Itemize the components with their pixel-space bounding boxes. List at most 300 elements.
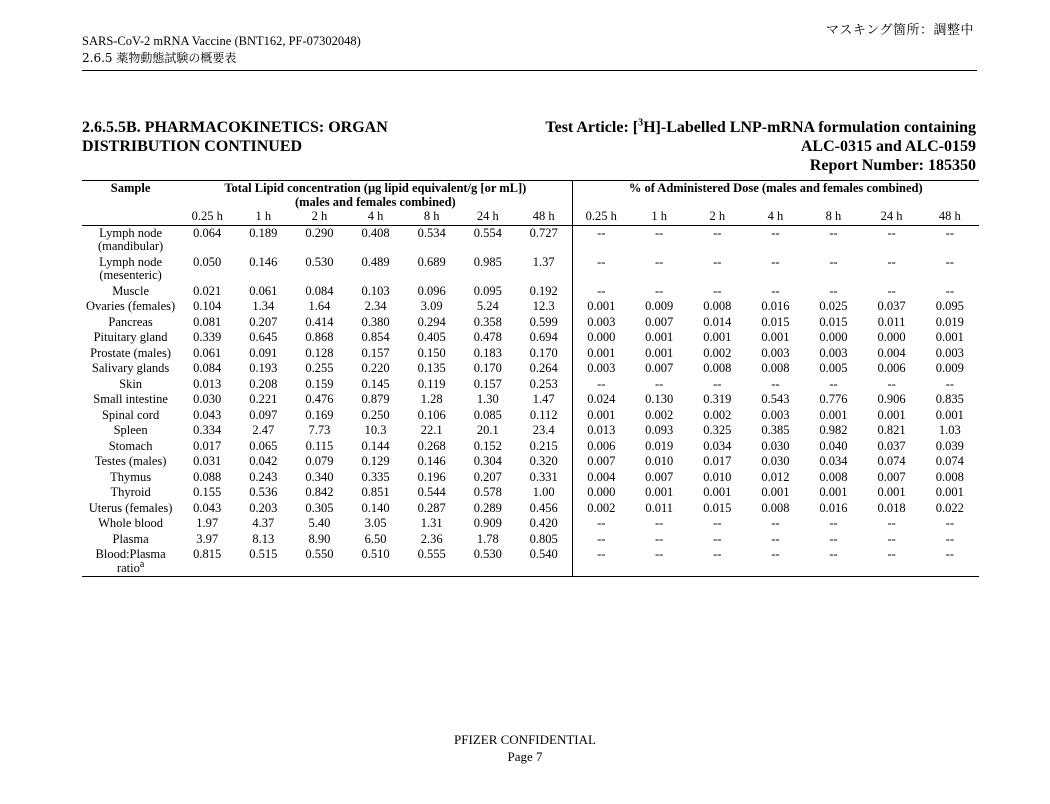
lipid-concentration-cell: 0.084 (305, 283, 334, 298)
lipid-concentration-cell: 0.145 (361, 376, 390, 391)
percent-dose-cell: 0.982 (819, 423, 848, 437)
percent-dose-cell: -- (597, 283, 606, 298)
lipid-concentration-cell: 0.207 (473, 469, 502, 484)
percent-dose-cell: 0.034 (703, 438, 732, 453)
lipid-concentration-cell: 0.530 (305, 254, 334, 269)
lipid-concentration-cell: 8.13 (252, 531, 275, 546)
lipid-concentration-cell: 0.331 (516, 470, 572, 486)
column-group-percent-dose: % of Administered Dose (males and females combined) (572, 181, 979, 211)
percent-dose-cell: 0.001 (587, 407, 616, 422)
percent-dose-cell: 0.835 (935, 392, 964, 406)
percent-dose-cell: 0.003 (587, 361, 616, 375)
percent-dose-cell: 0.074 (877, 454, 906, 468)
percent-dose-cell: -- (829, 376, 838, 391)
table-row (82, 315, 979, 331)
lipid-concentration-cell: 5.40 (308, 516, 331, 530)
percent-dose-cell: -- (945, 225, 954, 240)
timepoint-header-row (82, 210, 979, 225)
percent-dose-cell: 0.005 (819, 361, 848, 375)
sample-name: Spinal cord (101, 407, 160, 422)
percent-dose-cell: 0.003 (935, 345, 964, 360)
percent-dose-cell: 0.074 (935, 454, 964, 468)
percent-dose-cell: 0.001 (587, 345, 616, 360)
sample-name-cell (82, 439, 179, 455)
percent-dose-cell: -- (713, 283, 722, 298)
sample-name-cell (82, 516, 179, 532)
lipid-concentration-cell: 2.34 (364, 299, 387, 313)
lipid-concentration-cell: 0.129 (361, 454, 390, 468)
lipid-concentration-cell: 0.135 (417, 361, 446, 375)
table-row (82, 454, 979, 470)
table-row (82, 532, 979, 548)
lipid-concentration-cell: 0.555 (404, 547, 460, 577)
table-row (82, 423, 979, 439)
table-row (82, 299, 979, 315)
lipid-concentration-cell: 0.140 (361, 500, 390, 515)
masking-status-label: マスキング箇所：調整中 (825, 23, 974, 38)
percent-dose-cell: -- (887, 254, 896, 269)
lipid-concentration-cell: 0.290 (305, 225, 334, 240)
lipid-concentration-cell: 23.4 (516, 423, 572, 439)
percent-dose-cell: 0.001 (587, 299, 616, 313)
test-article-line2: ALC-0315 and ALC-0159 (800, 138, 976, 155)
percent-dose-cell: -- (771, 254, 780, 269)
lipid-concentration-cell: 0.030 (193, 392, 222, 406)
percent-dose-cell: 0.001 (761, 485, 790, 499)
lipid-concentration-cell: 0.189 (249, 225, 278, 240)
percent-dose-cell: 0.034 (819, 454, 848, 468)
percent-dose-cell: 0.002 (703, 345, 732, 360)
sample-name-cell (82, 315, 179, 331)
timepoint-header-pct: 8 h (804, 210, 862, 225)
lipid-concentration-cell: 0.599 (516, 315, 572, 331)
percent-dose-cell: 0.002 (703, 407, 732, 422)
lipid-concentration-cell: 0.144 (361, 438, 390, 453)
lipid-concentration-cell: 0.694 (516, 330, 572, 346)
lipid-concentration-cell: 0.021 (193, 283, 222, 298)
percent-dose-cell: 0.015 (703, 500, 732, 515)
percent-dose-cell: 0.025 (819, 299, 848, 313)
percent-dose-cell: 0.004 (587, 469, 616, 484)
timepoint-header-lipid: 1 h (235, 210, 291, 225)
percent-dose-cell: -- (771, 283, 780, 298)
percent-dose-cell: 0.003 (761, 407, 790, 422)
column-header-sample: Sample (82, 181, 179, 226)
lipid-concentration-cell: 3.09 (420, 299, 443, 313)
table-row (82, 377, 979, 393)
percent-dose-cell: -- (597, 516, 606, 530)
lipid-concentration-cell: 1.00 (516, 485, 572, 501)
lipid-concentration-cell: 0.085 (473, 407, 502, 422)
sample-name-cell (82, 299, 179, 315)
test-article-suffix: H]-Labelled LNP-mRNA formulation containing (643, 119, 976, 136)
percent-dose-cell: 0.002 (645, 407, 674, 422)
percent-dose-cell: 0.016 (761, 299, 790, 313)
timepoint-header-pct: 0.25 h (572, 210, 630, 225)
table-row (82, 392, 979, 408)
lipid-concentration-cell: 0.305 (305, 500, 334, 515)
percent-dose-cell: 0.016 (819, 500, 848, 515)
percent-dose-cell: -- (746, 547, 804, 577)
percent-dose-cell: -- (887, 376, 896, 391)
percent-dose-cell: 0.003 (819, 345, 848, 360)
lipid-concentration-cell: 20.1 (476, 423, 499, 437)
lipid-concentration-cell: 0.115 (305, 438, 334, 453)
percent-dose-cell: 0.001 (935, 407, 964, 422)
percent-dose-cell: -- (945, 283, 954, 298)
lipid-concentration-cell: 0.157 (473, 376, 502, 391)
lipid-concentration-cell: 0.207 (249, 314, 278, 329)
timepoint-header-lipid: 2 h (291, 210, 347, 225)
lipid-concentration-cell: 0.050 (193, 254, 222, 269)
lipid-concentration-cell: 1.37 (516, 255, 572, 284)
percent-dose-cell: 0.007 (645, 361, 674, 375)
lipid-concentration-cell: 0.544 (417, 485, 446, 499)
lipid-concentration-cell: 0.294 (417, 314, 446, 329)
percent-dose-cell: 0.000 (877, 330, 906, 344)
percent-dose-cell: 0.002 (587, 500, 616, 515)
lipid-concentration-cell: 0.150 (417, 345, 446, 360)
lipid-concentration-cell: 0.096 (417, 283, 446, 298)
sample-name: Prostate (males) (90, 345, 172, 360)
lipid-concentration-cell: 0.169 (305, 407, 334, 422)
sample-name-cell (82, 346, 179, 362)
lipid-concentration-cell: 0.155 (193, 485, 222, 499)
lipid-concentration-cell: 0.193 (249, 361, 278, 375)
percent-dose-cell: 0.015 (761, 314, 790, 329)
sample-name: Whole blood (98, 516, 164, 530)
lipid-concentration-cell: 0.515 (235, 547, 291, 577)
lipid-concentration-cell: 0.380 (361, 314, 390, 329)
percent-dose-cell: 0.325 (703, 423, 732, 437)
percent-dose-cell: -- (688, 547, 746, 577)
lipid-concentration-cell: 0.091 (249, 345, 278, 360)
percent-dose-cell: 0.017 (703, 454, 732, 468)
percent-dose-cell: -- (713, 376, 722, 391)
lipid-concentration-cell: 0.578 (473, 485, 502, 499)
percent-dose-cell: 0.001 (819, 407, 848, 422)
lipid-concentration-cell: 0.289 (473, 500, 502, 515)
table-row (82, 225, 979, 255)
percent-dose-cell: 0.030 (761, 438, 790, 453)
table-row (82, 361, 979, 377)
lipid-concentration-cell: 0.095 (473, 283, 502, 298)
lipid-concentration-cell: 0.320 (516, 454, 572, 470)
lipid-concentration-cell: 0.489 (361, 254, 390, 269)
sample-name-cell (82, 225, 179, 255)
percent-dose-cell: 0.543 (761, 392, 790, 406)
percent-dose-cell: 0.001 (645, 345, 674, 360)
percent-dose-cell: -- (887, 225, 896, 240)
percent-dose-cell: 0.095 (935, 299, 964, 313)
percent-dose-cell: -- (597, 254, 606, 269)
percent-dose-cell: -- (597, 376, 606, 391)
page-footer (0, 731, 1050, 765)
percent-dose-cell: -- (863, 547, 921, 577)
lipid-concentration-cell: 0.339 (193, 330, 222, 344)
percent-dose-cell: 0.010 (703, 469, 732, 484)
lipid-concentration-cell: 22.1 (420, 423, 443, 437)
percent-dose-cell: -- (829, 531, 838, 546)
sample-name-cell (82, 485, 179, 501)
table-row (82, 346, 979, 362)
lipid-concentration-cell: 0.119 (417, 376, 446, 391)
percent-dose-cell: -- (771, 376, 780, 391)
lipid-concentration-cell: 0.146 (417, 454, 446, 468)
sample-name-cell (82, 255, 179, 284)
timepoint-header-pct: 24 h (863, 210, 921, 225)
percent-dose-cell: 0.019 (935, 314, 964, 329)
lipid-concentration-cell: 0.159 (305, 376, 334, 391)
percent-dose-cell: 0.006 (587, 438, 616, 453)
timepoint-header-lipid: 4 h (348, 210, 404, 225)
lipid-concentration-cell: 0.842 (305, 485, 334, 499)
lipid-concentration-cell: 0.540 (516, 547, 572, 577)
lipid-concentration-cell: 0.170 (473, 361, 502, 375)
sample-name-cell (82, 423, 179, 439)
column-group-lipid-title: Total Lipid concentration (µg lipid equivalent/g [or mL]) (224, 181, 527, 195)
percent-dose-cell: 0.037 (877, 299, 906, 313)
percent-dose-cell: 0.093 (645, 423, 674, 437)
percent-dose-cell: 0.385 (761, 423, 790, 437)
lipid-concentration-cell: 0.106 (417, 407, 446, 422)
lipid-concentration-cell: 1.30 (476, 392, 499, 406)
lipid-concentration-cell: 0.064 (193, 225, 222, 240)
sample-name: Uterus (females) (88, 500, 173, 515)
percent-dose-cell: 0.004 (877, 345, 906, 360)
lipid-concentration-cell: 12.3 (516, 299, 572, 315)
percent-dose-cell: -- (771, 225, 780, 240)
sample-name: Testes (males) (94, 454, 167, 468)
percent-dose-cell: -- (655, 531, 664, 546)
lipid-concentration-cell: 0.255 (305, 361, 334, 375)
lipid-concentration-cell: 8.90 (308, 531, 331, 546)
lipid-concentration-cell: 0.304 (473, 454, 502, 468)
sample-name: Blood:Plasma ratio (95, 547, 166, 575)
timepoint-header-pct: 48 h (921, 210, 979, 225)
percent-dose-cell: 0.013 (587, 423, 616, 437)
percent-dose-cell: 0.014 (703, 314, 732, 329)
percent-dose-cell: -- (655, 376, 664, 391)
percent-dose-cell: -- (713, 516, 722, 530)
lipid-concentration-cell: 0.061 (193, 345, 222, 360)
lipid-concentration-cell: 0.264 (516, 361, 572, 377)
sample-name: Pituitary gland (93, 330, 168, 344)
lipid-concentration-cell: 2.36 (420, 531, 443, 546)
lipid-concentration-cell: 0.103 (361, 283, 390, 298)
percent-dose-cell: 0.776 (819, 392, 848, 406)
lipid-concentration-cell: 0.420 (516, 516, 572, 532)
lipid-concentration-cell: 0.043 (193, 407, 222, 422)
percent-dose-cell: 0.007 (645, 469, 674, 484)
lipid-concentration-cell: 0.405 (417, 330, 446, 344)
percent-dose-cell: -- (713, 531, 722, 546)
lipid-concentration-cell: 0.536 (249, 485, 278, 499)
percent-dose-cell: -- (655, 516, 664, 530)
table-row (82, 501, 979, 517)
percent-dose-cell: 0.001 (645, 485, 674, 499)
report-number: Report Number: 185350 (809, 157, 976, 174)
lipid-concentration-cell: 0.985 (473, 254, 502, 269)
percent-dose-cell: 0.001 (935, 330, 964, 344)
lipid-concentration-cell: 0.017 (193, 438, 222, 453)
lipid-concentration-cell: 2.47 (252, 423, 275, 437)
percent-dose-cell: -- (887, 531, 896, 546)
lipid-concentration-cell: 0.851 (361, 485, 390, 499)
timepoint-header-pct: 2 h (688, 210, 746, 225)
percent-dose-cell: -- (887, 516, 896, 530)
timepoint-header-pct: 4 h (746, 210, 804, 225)
lipid-concentration-cell: 0.476 (305, 392, 334, 406)
percent-dose-cell: -- (804, 547, 862, 577)
page-number: Page 7 (507, 749, 543, 764)
percent-dose-cell: 0.001 (935, 485, 964, 499)
table-row (82, 439, 979, 455)
sample-name: Muscle (112, 283, 149, 298)
lipid-concentration-cell: 0.128 (305, 345, 334, 360)
sample-name-cell (82, 470, 179, 486)
sample-name: Thyroid (110, 485, 151, 499)
lipid-concentration-cell: 0.196 (417, 469, 446, 484)
document-section-line: 2.6.5 薬物動態試験の概要表 (82, 51, 237, 65)
lipid-concentration-cell: 0.478 (473, 330, 502, 344)
percent-dose-cell: 0.019 (645, 438, 674, 453)
lipid-concentration-cell: 5.24 (476, 299, 499, 313)
sample-name-cell (82, 547, 179, 577)
percent-dose-cell: -- (713, 225, 722, 240)
percent-dose-cell: 0.022 (935, 500, 964, 515)
lipid-concentration-cell: 0.220 (361, 361, 390, 375)
lipid-concentration-cell: 1.31 (420, 516, 443, 530)
percent-dose-cell: 0.008 (703, 361, 732, 375)
percent-dose-cell: 0.008 (761, 361, 790, 375)
lipid-concentration-cell: 1.28 (420, 392, 443, 406)
table-row (82, 408, 979, 424)
lipid-concentration-cell: 0.208 (249, 376, 278, 391)
lipid-concentration-cell: 0.408 (361, 225, 390, 240)
lipid-concentration-cell: 0.031 (193, 454, 222, 468)
lipid-concentration-cell: 0.340 (305, 469, 334, 484)
percent-dose-cell: -- (945, 376, 954, 391)
percent-dose-cell: 0.000 (587, 330, 616, 344)
percent-dose-cell: -- (771, 516, 780, 530)
lipid-concentration-cell: 0.253 (516, 377, 572, 393)
lipid-concentration-cell: 0.534 (417, 225, 446, 240)
document-product-line: SARS-CoV-2 mRNA Vaccine (BNT162, PF-07302048) (82, 34, 361, 48)
table-row (82, 255, 979, 284)
percent-dose-cell: -- (887, 283, 896, 298)
sample-name: Plasma (112, 531, 149, 546)
test-article-superscript: 3 (638, 117, 644, 129)
lipid-concentration-cell: 0.043 (193, 500, 222, 515)
test-article-prefix: Test Article: [ (545, 119, 639, 136)
percent-dose-cell: 0.008 (703, 299, 732, 313)
sample-name-cell (82, 532, 179, 548)
percent-dose-cell: 0.011 (877, 314, 906, 329)
lipid-concentration-cell: 0.146 (249, 254, 278, 269)
percent-dose-cell: 0.009 (645, 299, 674, 313)
sample-name-cell (82, 392, 179, 408)
sample-name: Pancreas (108, 314, 153, 329)
lipid-concentration-cell: 0.203 (249, 500, 278, 515)
sample-name: Spleen (113, 423, 148, 437)
percent-dose-cell: -- (630, 547, 688, 577)
lipid-concentration-cell: 0.287 (417, 500, 446, 515)
lipid-concentration-cell: 0.152 (473, 438, 502, 453)
percent-dose-cell: 0.000 (819, 330, 848, 344)
test-article-line1 (545, 118, 976, 137)
percent-dose-cell: 0.007 (587, 454, 616, 468)
percent-dose-cell: -- (829, 225, 838, 240)
lipid-concentration-cell: 0.335 (361, 469, 390, 484)
table-header-row (82, 181, 979, 211)
lipid-concentration-cell: 0.097 (249, 407, 278, 422)
percent-dose-cell: -- (945, 254, 954, 269)
percent-dose-cell: 0.008 (761, 500, 790, 515)
percent-dose-cell: 0.906 (877, 392, 906, 406)
percent-dose-cell: 0.010 (645, 454, 674, 468)
percent-dose-cell: 0.001 (645, 330, 674, 344)
percent-dose-cell: 0.009 (935, 361, 964, 375)
percent-dose-cell: 0.040 (819, 438, 848, 453)
lipid-concentration-cell: 1.78 (476, 531, 499, 546)
lipid-concentration-cell: 0.088 (193, 469, 222, 484)
sample-name: Stomach (108, 438, 153, 453)
percent-dose-cell: 0.011 (645, 500, 673, 515)
lipid-concentration-cell: 0.084 (193, 361, 222, 375)
percent-dose-cell: 0.018 (877, 500, 906, 515)
organ-distribution-table (82, 180, 979, 577)
percent-dose-cell: 1.03 (938, 423, 961, 437)
percent-dose-cell: 0.130 (645, 392, 674, 406)
percent-dose-cell: 0.030 (761, 454, 790, 468)
percent-dose-cell: 0.007 (877, 469, 906, 484)
table-row (82, 330, 979, 346)
sample-name-cell (82, 408, 179, 424)
percent-dose-cell: 0.001 (703, 485, 732, 499)
percent-dose-cell: 0.001 (703, 330, 732, 344)
lipid-concentration-cell: 7.73 (308, 423, 331, 437)
table-row (82, 284, 979, 300)
percent-dose-cell: 0.037 (877, 438, 906, 453)
percent-dose-cell: -- (945, 516, 954, 530)
percent-dose-cell: 0.039 (935, 438, 964, 453)
sample-name: Thymus (110, 469, 152, 484)
lipid-concentration-cell: 0.358 (473, 314, 502, 329)
sample-name: Lymph node (mandibular) (97, 225, 164, 253)
lipid-concentration-cell: 0.550 (291, 547, 347, 577)
table-row (82, 547, 979, 577)
percent-dose-cell: 0.008 (819, 469, 848, 484)
percent-dose-cell: -- (921, 547, 979, 577)
lipid-concentration-cell: 0.645 (249, 330, 278, 344)
percent-dose-cell: 0.000 (587, 485, 616, 499)
lipid-concentration-cell: 0.815 (179, 547, 235, 577)
lipid-concentration-cell: 0.013 (193, 376, 222, 391)
percent-dose-cell: 0.003 (587, 314, 616, 329)
lipid-concentration-cell: 3.05 (364, 516, 387, 530)
lipid-concentration-cell: 0.079 (305, 454, 334, 468)
sample-name-cell (82, 501, 179, 517)
confidential-label: PFIZER CONFIDENTIAL (454, 732, 596, 747)
percent-dose-cell: 0.024 (587, 392, 616, 406)
lipid-concentration-cell: 3.97 (196, 531, 219, 546)
percent-dose-cell: -- (655, 225, 664, 240)
table-row (82, 485, 979, 501)
percent-dose-cell: 0.006 (877, 361, 906, 375)
section-title-line1: 2.6.5.5B. PHARMACOKINETICS: ORGAN (82, 119, 388, 136)
lipid-concentration-cell: 4.37 (252, 516, 275, 530)
